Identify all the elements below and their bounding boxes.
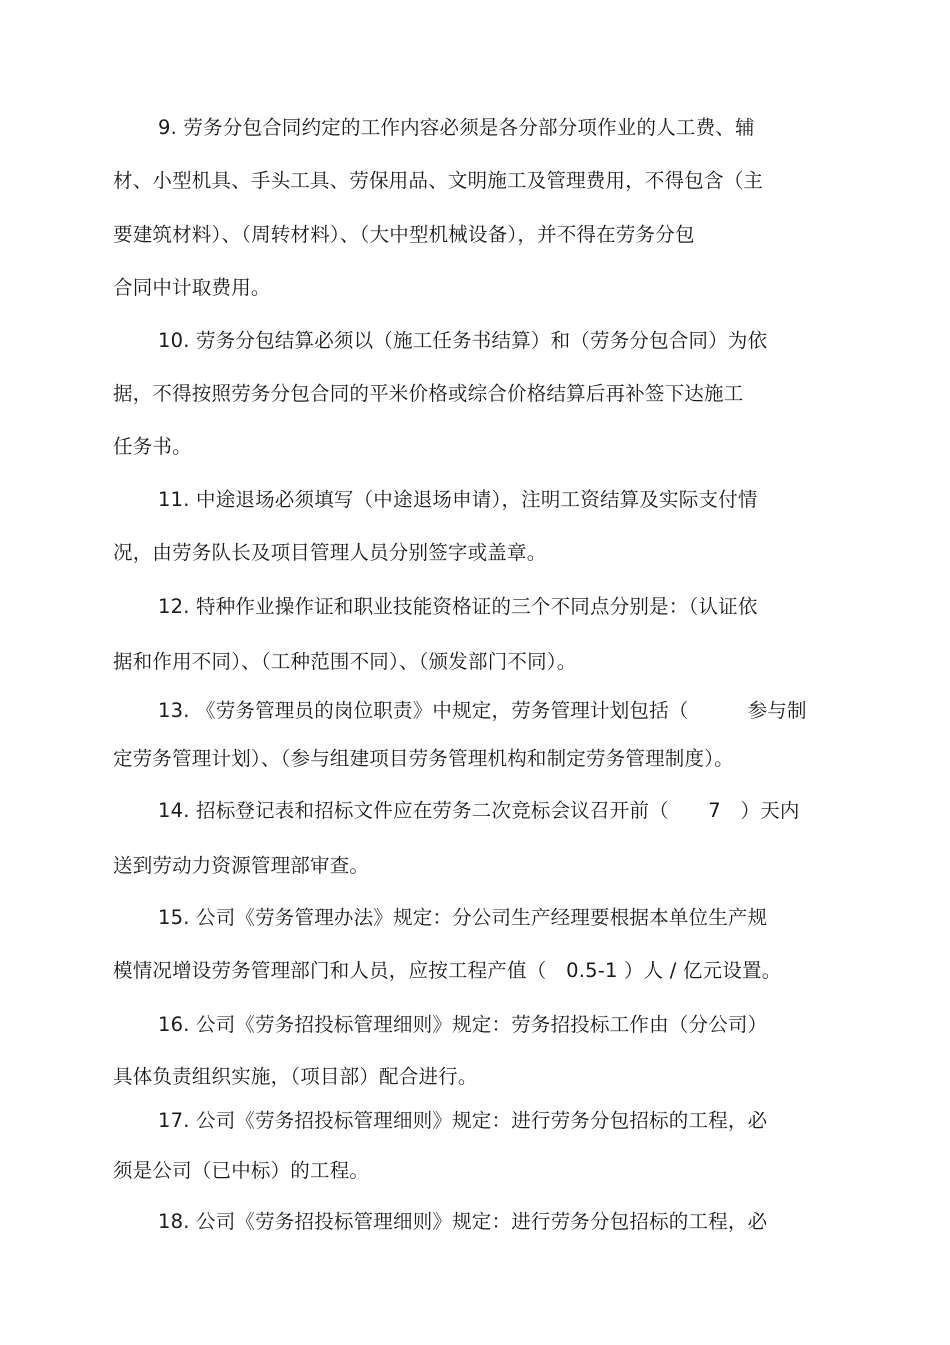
- item-13-line-1: 13. 《劳务管理员的岗位职责》中规定，劳务管理计划包括（ 参与制: [158, 699, 807, 722]
- item-9-line-4: 合同中计取费用。: [113, 276, 271, 299]
- item-11-line-1: 11. 中途退场必须填写（中途退场申请），注明工资结算及实际支付情: [158, 488, 758, 511]
- item-10-line-1: 10. 劳务分包结算必须以（施工任务书结算）和（劳务分包合同）为依: [158, 329, 768, 352]
- item-9-line-2: 材、小型机具、手头工具、劳保用品、文明施工及管理费用，不得包含（主: [113, 169, 764, 192]
- item-17-line-1: 17. 公司《劳务招投标管理细则》规定：进行劳务分包招标的工程，必: [158, 1109, 768, 1132]
- item-10-line-3: 任务书。: [113, 435, 192, 458]
- item-16-line-2: 具体负责组织实施，（项目部）配合进行。: [113, 1065, 478, 1088]
- item-15-line-2: 模情况增设劳务管理部门和人员，应按工程产值（ 0.5-1 ）人 / 亿元设置。: [113, 959, 782, 982]
- item-16-line-1: 16. 公司《劳务招投标管理细则》规定：劳务招投标工作由（分公司）: [158, 1013, 768, 1036]
- item-14-line-1: 14. 招标登记表和招标文件应在劳务二次竞标会议召开前（ 7 ）天内: [158, 799, 800, 822]
- item-17-line-2: 须是公司（已中标）的工程。: [113, 1159, 370, 1182]
- item-11-line-2: 况，由劳务队长及项目管理人员分别签字或盖章。: [113, 541, 547, 564]
- item-9-line-1: 9. 劳务分包合同约定的工作内容必须是各分部分项作业的人工费、辅: [158, 116, 755, 139]
- item-12-line-1: 12. 特种作业操作证和职业技能资格证的三个不同点分别是：（认证依: [158, 595, 758, 618]
- item-18-line-1: 18. 公司《劳务招投标管理细则》规定：进行劳务分包招标的工程，必: [158, 1210, 768, 1233]
- item-9-line-3: 要建筑材料）、（周转材料）、（大中型机械设备），并不得在劳务分包: [113, 223, 695, 246]
- item-10-line-2: 据，不得按照劳务分包合同的平米价格或综合价格结算后再补签下达施工: [113, 382, 744, 405]
- item-15-line-1: 15. 公司《劳务管理办法》规定：分公司生产经理要根据本单位生产规: [158, 906, 768, 929]
- item-13-line-2: 定劳务管理计划）、（参与组建项目劳务管理机构和制定劳务管理制度）。: [113, 747, 734, 770]
- item-12-line-2: 据和作用不同）、（工种范围不同）、（颁发部门不同）。: [113, 650, 577, 673]
- item-14-line-2: 送到劳动力资源管理部审查。: [113, 854, 370, 877]
